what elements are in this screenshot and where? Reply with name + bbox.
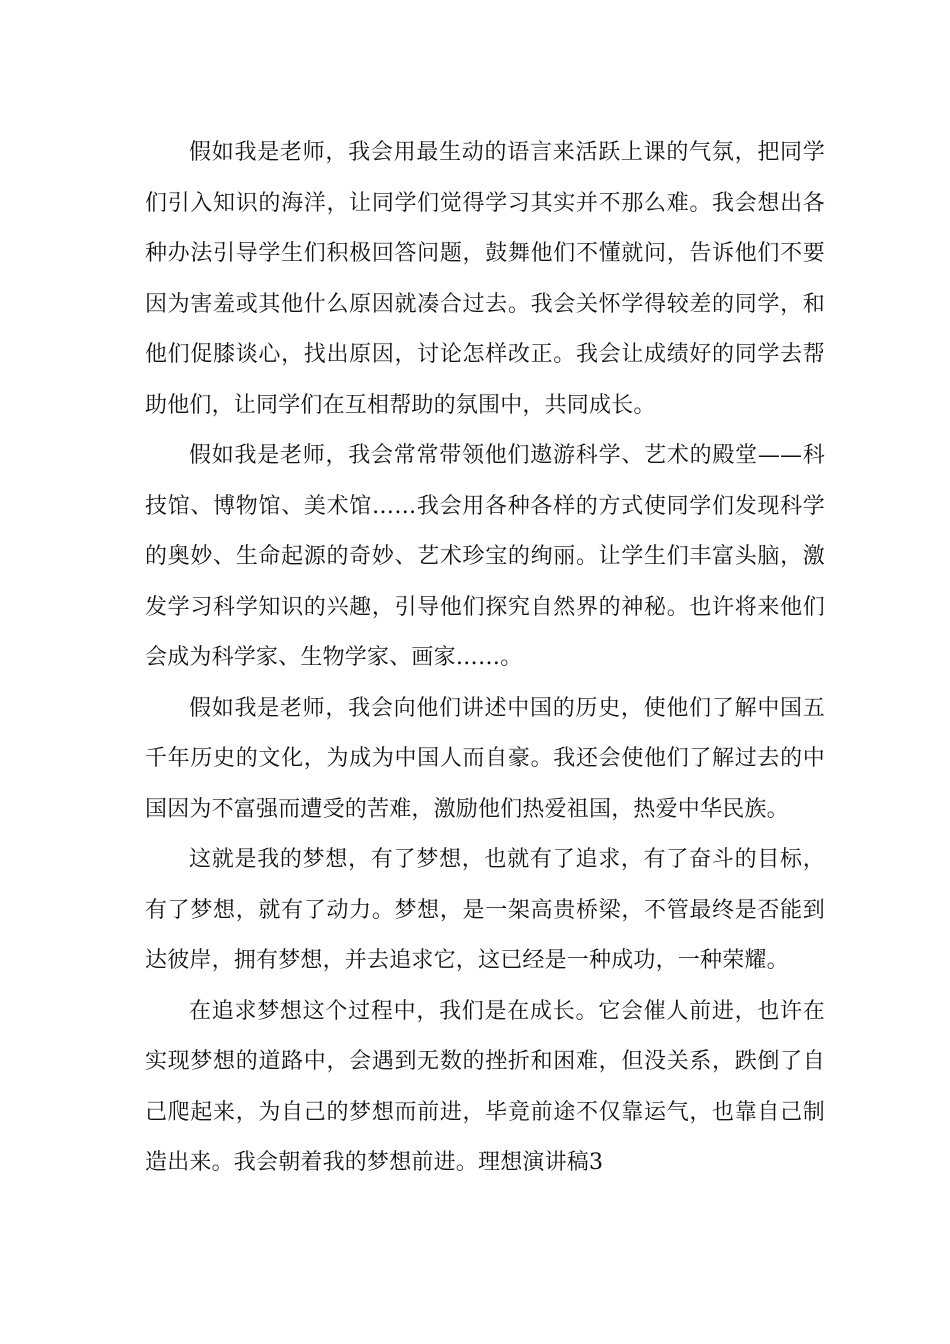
paragraph-2: 假如我是老师，我会常常带领他们遨游科学、艺术的殿堂——科技馆、博物馆、美术馆……我会用各种各样的方式使同学们发现科学的奥妙、生命起源的奇妙、艺术珍宝的绚丽。让学生们丰富头脑，激发学习科学知识的兴趣，引导他们探究自然界的神秘。也许将来他们会成为科学家、生物学家、画家……。: [145, 443, 825, 670]
paragraph-5: 在追求梦想这个过程中，我们是在成长。它会催人前进，也许在实现梦想的道路中，会遇到无数的挫折和困难，但没关系，跌倒了自己爬起来，为自己的梦想而前进，毕竟前途不仅靠运气，也靠自己制造出来。我会朝着我的梦想前进。理想演讲稿3: [145, 998, 825, 1175]
document-body: [145, 128, 825, 1189]
paragraph-4: 这就是我的梦想，有了梦想，也就有了追求，有了奋斗的目标，有了梦想，就有了动力。梦想，是一架高贵桥梁，不管最终是否能到达彼岸，拥有梦想，并去追求它，这已经是一种成功，一种荣耀。: [145, 847, 825, 973]
paragraph-3: 假如我是老师，我会向他们讲述中国的历史，使他们了解中国五千年历史的文化，为成为中国人而自豪。我还会使他们了解过去的中国因为不富强而遭受的苦难，激励他们热爱祖国，热爱中华民族。: [145, 695, 825, 822]
paragraph-1: 假如我是老师，我会用最生动的语言来活跃上课的气氛，把同学们引入知识的海洋，让同学们觉得学习其实并不那么难。我会想出各种办法引导学生们积极回答问题，鼓舞他们不懂就问，告诉他们不要因为害羞或其他什么原因就凑合过去。我会关怀学得较差的同学，和他们促膝谈心，找出原因，讨论怎样改正。我会让成绩好的同学去帮助他们，让同学们在互相帮助的氛围中，共同成长。: [145, 140, 825, 418]
